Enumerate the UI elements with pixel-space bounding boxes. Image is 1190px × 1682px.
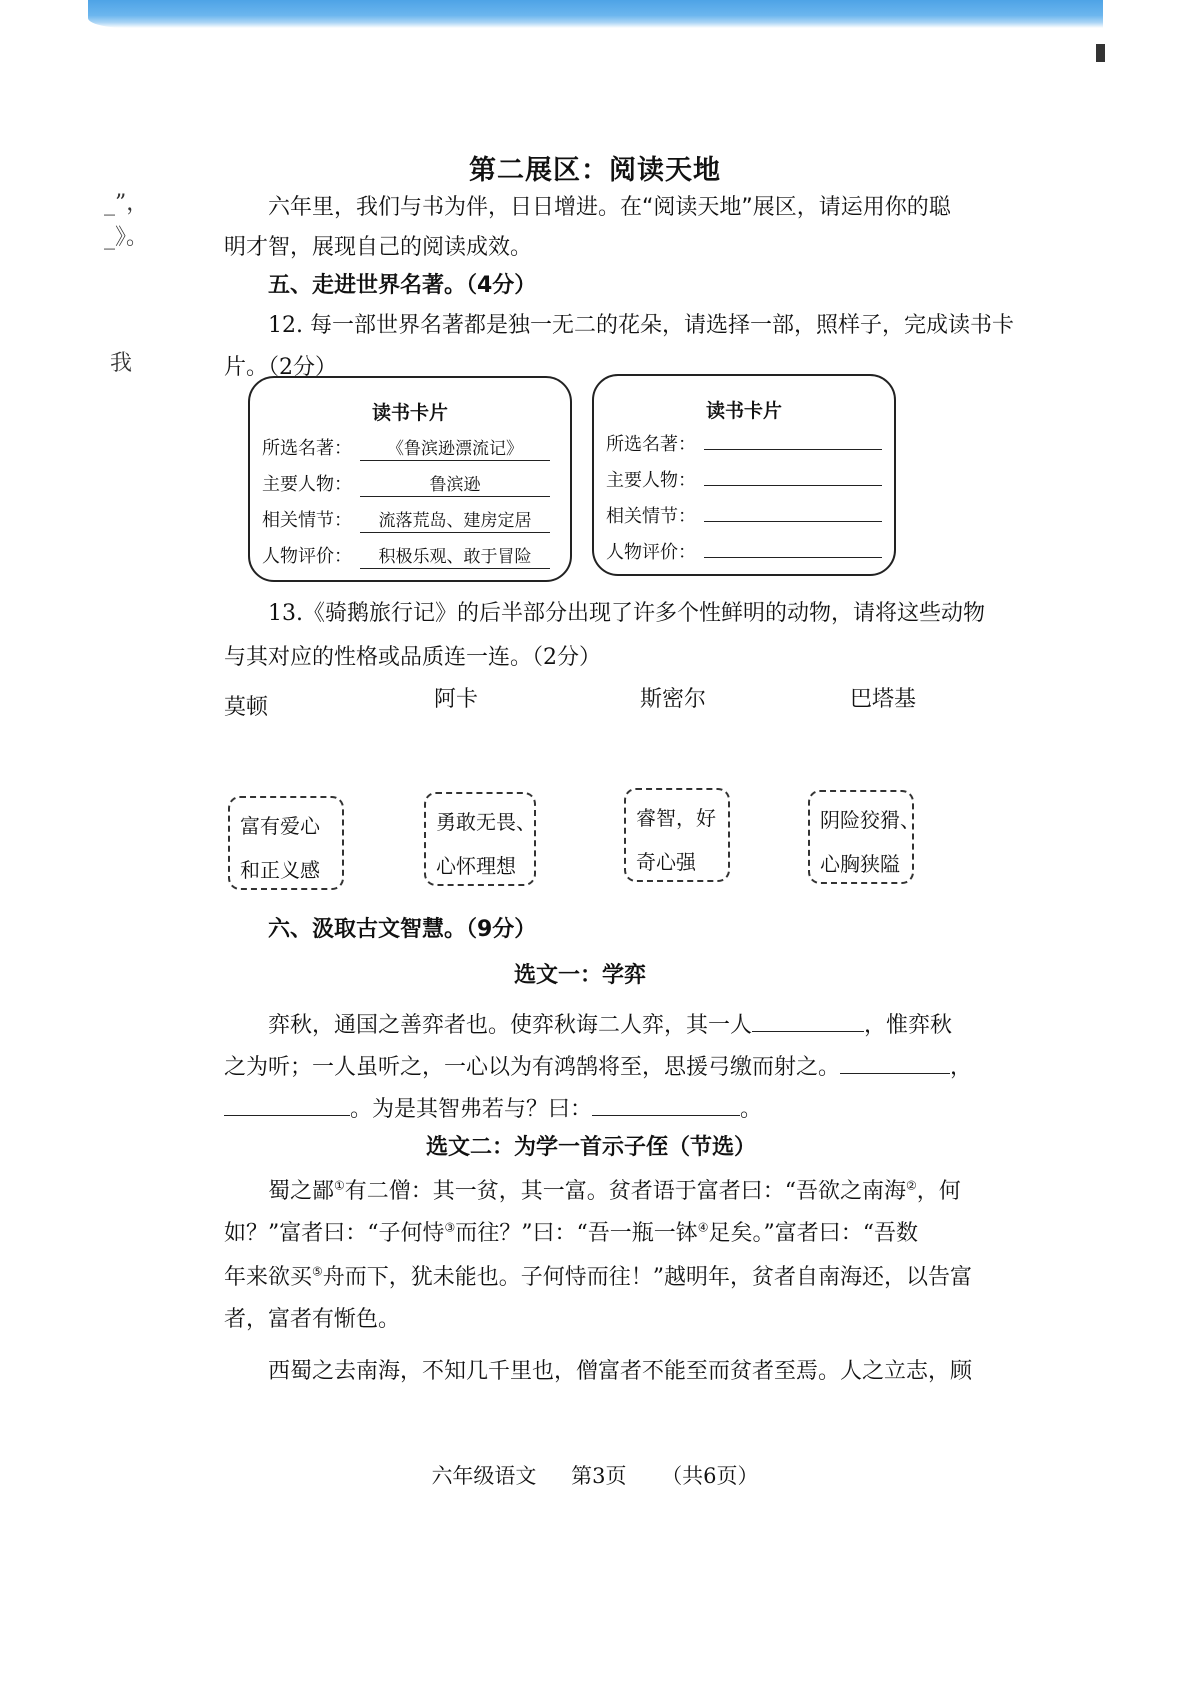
card-label: 所选名著： xyxy=(262,438,352,459)
footnote-mark: ③ xyxy=(444,1220,456,1235)
card-row xyxy=(606,500,882,528)
trait-text: 心胸狭隘 xyxy=(820,852,900,876)
passage-1-title: 选文一：学弈 xyxy=(514,963,647,988)
card-value: 《鲁滨逊漂流记》 xyxy=(360,434,550,461)
margin-fragment: _”， xyxy=(104,191,149,216)
card-row xyxy=(262,506,550,533)
card-label: 主要人物： xyxy=(606,470,696,491)
card-row xyxy=(262,542,550,569)
passage-text: 有二僧：其一贫，其一富。贫者语于富者曰：“吾欲之南海 xyxy=(344,1179,907,1204)
animal-name[interactable]: 阿卡 xyxy=(434,687,479,712)
footnote-mark: ⑤ xyxy=(312,1264,323,1279)
card-row xyxy=(606,536,882,564)
trait-box[interactable] xyxy=(808,790,920,884)
trait-box[interactable] xyxy=(624,788,730,882)
margin-fragment: 我 xyxy=(110,351,133,376)
passage-2-line xyxy=(224,1260,972,1291)
passage-text: ， xyxy=(950,1055,973,1080)
page-title: 第二展区：阅读天地 xyxy=(469,155,721,186)
passage-text: 蜀之鄙 xyxy=(268,1179,335,1204)
card-row xyxy=(606,464,882,492)
card-value: 鲁滨逊 xyxy=(360,470,550,497)
trait-text: 阴险狡猾、 xyxy=(820,808,920,832)
passage-1-line xyxy=(224,1092,762,1123)
footnote-mark: ① xyxy=(334,1178,345,1193)
animal-name[interactable]: 巴塔基 xyxy=(850,687,917,712)
card-title: 读书卡片 xyxy=(705,400,782,422)
passage-2-line: 西蜀之去南海，不知几千里也，僧富者不能至而贫者至焉。人之立志，顾 xyxy=(268,1359,973,1384)
card-label: 相关情节： xyxy=(262,510,352,531)
card-row xyxy=(262,470,550,497)
footnote-mark: ② xyxy=(906,1178,917,1193)
passage-2-line: 者，富者有惭色。 xyxy=(224,1307,401,1332)
trait-box[interactable] xyxy=(424,792,536,886)
intro-text: 明才智，展现自己的阅读成效。 xyxy=(224,235,533,260)
card-answer-blank[interactable] xyxy=(704,464,882,486)
card-title: 读书卡片 xyxy=(371,402,448,424)
card-answer-blank[interactable] xyxy=(704,536,882,558)
passage-text: 年来欲买 xyxy=(224,1265,313,1290)
card-value: 流落荒岛、建房定居 xyxy=(360,506,550,533)
trait-box[interactable] xyxy=(228,796,344,890)
trait-text: 富有爱心 xyxy=(240,814,320,838)
trait-text: 和正义感 xyxy=(240,858,320,882)
question-12: 片。（2分） xyxy=(224,355,337,380)
footer-total: （共6页） xyxy=(661,1464,759,1488)
passage-text: 而往？”曰：“吾一瓶一钵 xyxy=(455,1221,698,1246)
card-row xyxy=(262,434,550,461)
passage-text: 。 xyxy=(740,1097,763,1122)
animal-name[interactable]: 莫顿 xyxy=(224,695,269,720)
question-13: 与其对应的性格或品质连一连。（2分） xyxy=(224,645,601,670)
intro-text: 六年里，我们与书为伴，日日增进。在“阅读天地”展区，请运用你的聪 xyxy=(268,195,951,220)
scan-edge-mark xyxy=(1096,44,1105,62)
margin-fragment: _》。 xyxy=(104,225,149,250)
passage-1-line xyxy=(268,1008,952,1039)
card-row xyxy=(606,428,882,456)
card-label: 人物评价： xyxy=(606,542,696,563)
scan-top-band xyxy=(88,0,1103,28)
passage-text: 弈秋，通国之善弈者也。使弈秋诲二人弈，其一人 xyxy=(268,1013,753,1038)
answer-blank[interactable] xyxy=(224,1095,350,1116)
passage-text: 。为是其智弗若与？曰： xyxy=(350,1097,593,1122)
passage-text: 之为听；一人虽听之，一心以为有鸿鹄将至，思援弓缴而射之。 xyxy=(224,1055,841,1080)
trait-text: 睿智，好 xyxy=(636,806,716,830)
passage-2-line xyxy=(224,1216,918,1247)
card-label: 所选名著： xyxy=(606,434,696,455)
card-label: 人物评价： xyxy=(262,546,352,567)
passage-text: 足矣。”富者曰：“吾数 xyxy=(708,1221,919,1246)
question-13: 13.《骑鹅旅行记》的后半部分出现了许多个性鲜明的动物，请将这些动物 xyxy=(268,601,985,626)
card-answer-blank[interactable] xyxy=(704,428,882,450)
card-value: 积极乐观、敢于冒险 xyxy=(360,542,550,569)
trait-text: 勇敢无畏、 xyxy=(436,810,536,834)
passage-2-title: 选文二：为学一首示子侄（节选） xyxy=(426,1135,757,1160)
passage-1-line xyxy=(224,1050,972,1081)
footer-subject: 六年级语文 xyxy=(431,1464,537,1488)
card-label: 相关情节： xyxy=(606,506,696,527)
reading-card-blank xyxy=(592,374,896,576)
passage-text: 舟而下，犹未能也。子何恃而往！”越明年，贫者自南海还，以告富 xyxy=(322,1265,973,1290)
page-footer xyxy=(0,1460,1190,1490)
passage-text: ，何 xyxy=(916,1179,961,1204)
section-6-heading: 六、汲取古文智慧。（9分） xyxy=(268,917,537,942)
answer-blank[interactable] xyxy=(592,1095,740,1116)
section-5-heading: 五、走进世界名著。（4分） xyxy=(268,273,537,298)
footer-page: 第3页 xyxy=(571,1464,627,1488)
card-answer-blank[interactable] xyxy=(704,500,882,522)
question-12: 12. 每一部世界名著都是独一无二的花朵，请选择一部，照样子，完成读书卡 xyxy=(268,313,1014,338)
trait-text: 奇心强 xyxy=(636,850,696,874)
reading-card-example xyxy=(248,376,572,582)
answer-blank[interactable] xyxy=(752,1011,864,1032)
animal-name[interactable]: 斯密尔 xyxy=(640,687,707,712)
footnote-mark: ④ xyxy=(697,1220,709,1235)
passage-text: 如？”富者曰：“子何恃 xyxy=(224,1221,445,1246)
passage-text: ，惟弈秋 xyxy=(864,1013,953,1038)
card-label: 主要人物： xyxy=(262,474,352,495)
answer-blank[interactable] xyxy=(840,1053,950,1074)
passage-2-line xyxy=(268,1174,961,1205)
trait-text: 心怀理想 xyxy=(436,854,516,878)
